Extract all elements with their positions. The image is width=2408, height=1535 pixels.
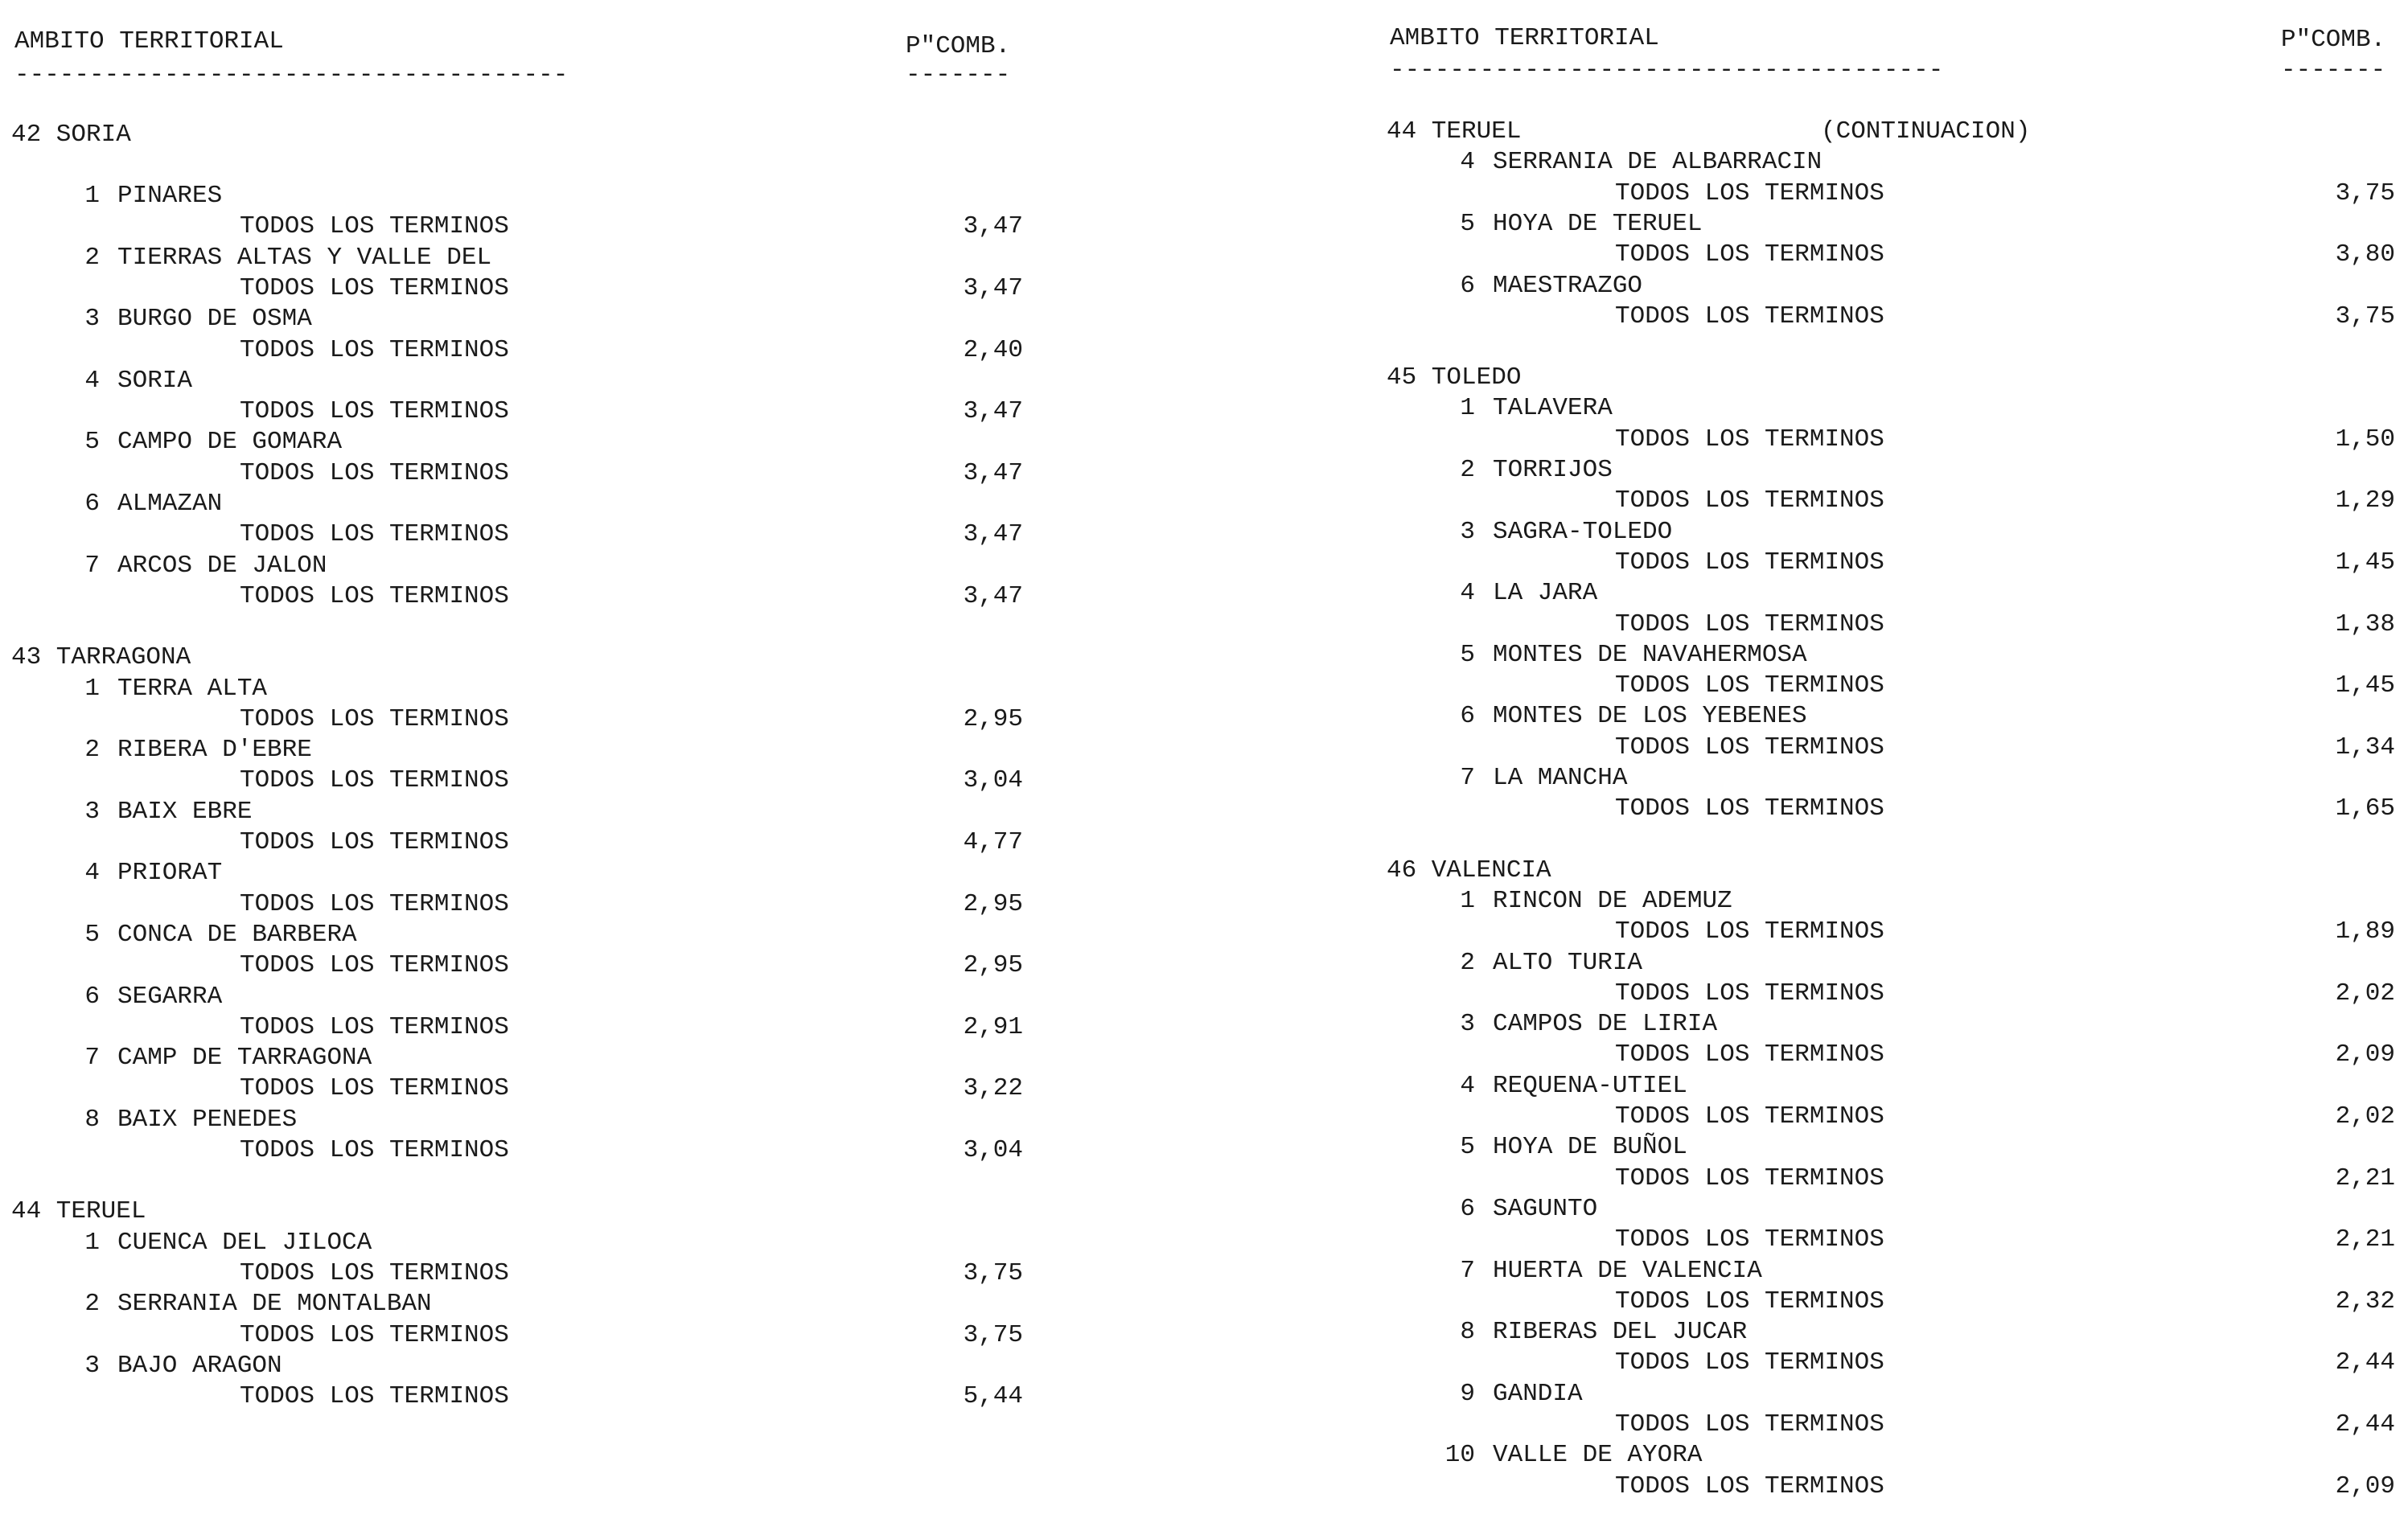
coefficient-value: 3,22: [963, 1074, 1023, 1103]
coefficient-value: 2,95: [963, 951, 1023, 980]
region-name: CONCA DE BARBERA: [117, 920, 357, 949]
scope-label: TODOS LOS TERMINOS: [1615, 1410, 1884, 1439]
region-number: 7: [1460, 1256, 1475, 1285]
region-row: [1375, 1441, 2408, 1471]
province-heading: [1375, 117, 2408, 148]
region-name: MAESTRAZGO: [1493, 271, 1643, 300]
header-label: AMBITO TERRITORIAL: [1390, 24, 1659, 52]
table-row: [0, 459, 1038, 490]
province-heading: [0, 643, 1038, 674]
region-name: REQUENA-UTIEL: [1493, 1071, 1687, 1100]
region-row: [0, 1044, 1038, 1074]
region-row: [1375, 210, 2408, 240]
scope-label: TODOS LOS TERMINOS: [240, 766, 509, 795]
coefficient-value: 3,04: [963, 766, 1023, 795]
table-row: [0, 1382, 1038, 1413]
table-row: [0, 336, 1038, 367]
region-name: RIBERA D'EBRE: [117, 736, 312, 765]
region-row: [1375, 1010, 2408, 1040]
region-row: [1375, 949, 2408, 979]
coefficient-value: 1,38: [2335, 609, 2395, 638]
coefficient-value: 2,09: [2335, 1471, 2395, 1500]
region-name: PRIORAT: [117, 859, 223, 888]
region-name: HUERTA DE VALENCIA: [1493, 1256, 1762, 1285]
continuation-label: (CONTINUACION): [1821, 117, 2031, 146]
table-row: [1375, 610, 2408, 641]
scope-label: TODOS LOS TERMINOS: [1615, 1225, 1884, 1254]
region-row: [0, 859, 1038, 889]
scope-label: TODOS LOS TERMINOS: [1615, 1164, 1884, 1192]
scope-label: TODOS LOS TERMINOS: [240, 273, 509, 302]
region-name: VALLE DE AYORA: [1493, 1441, 1703, 1470]
table-row: [1375, 733, 2408, 764]
region-row: [0, 1106, 1038, 1136]
coefficient-value: 1,50: [2335, 425, 2395, 454]
coefficient-value: 2,21: [2335, 1164, 2395, 1192]
region-name: ALMAZAN: [117, 490, 223, 518]
scope-label: TODOS LOS TERMINOS: [1615, 486, 1884, 515]
table-row: [1375, 548, 2408, 579]
region-number: 2: [84, 736, 100, 765]
region-row: [1375, 887, 2408, 917]
region-name: TERRA ALTA: [117, 674, 268, 703]
table-row: [0, 828, 1038, 859]
region-row: [0, 490, 1038, 520]
table-row: [0, 1259, 1038, 1290]
region-number: 5: [1460, 640, 1475, 669]
scope-label: TODOS LOS TERMINOS: [240, 1136, 509, 1164]
region-number: 5: [1460, 209, 1475, 238]
coefficient-value: 4,77: [963, 828, 1023, 856]
table-row: [1375, 979, 2408, 1010]
region-number: 2: [1460, 948, 1475, 977]
region-number: 2: [1460, 456, 1475, 484]
region-row: [1375, 1133, 2408, 1164]
region-name: MONTES DE NAVAHERMOSA: [1493, 640, 1807, 669]
table-row: [0, 582, 1038, 613]
region-name: RIBERAS DEL JUCAR: [1493, 1318, 1748, 1347]
region-name: SORIA: [117, 366, 193, 395]
coefficient-value: 3,47: [963, 397, 1023, 426]
header-label: AMBITO TERRITORIAL: [14, 27, 284, 55]
region-number: 3: [84, 305, 100, 334]
table-row: [0, 1136, 1038, 1167]
region-number: 8: [1460, 1318, 1475, 1347]
region-number: 9: [1460, 1379, 1475, 1408]
scope-label: TODOS LOS TERMINOS: [240, 458, 509, 487]
table-row: [1375, 794, 2408, 825]
region-row: [0, 552, 1038, 582]
table-row: [1375, 425, 2408, 456]
region-name: SERRANIA DE ALBARRACIN: [1493, 148, 1822, 177]
coefficient-value: 1,29: [2335, 486, 2395, 515]
coefficient-value: 2,44: [2335, 1348, 2395, 1377]
scope-label: TODOS LOS TERMINOS: [240, 1074, 509, 1103]
coefficient-value: 3,47: [963, 581, 1023, 610]
region-row: [0, 675, 1038, 705]
region-name: ARCOS DE JALON: [117, 551, 327, 580]
region-row: [0, 1229, 1038, 1259]
region-number: 3: [84, 797, 100, 826]
coefficient-value: 3,47: [963, 458, 1023, 487]
region-row: [1375, 1195, 2408, 1225]
scope-label: TODOS LOS TERMINOS: [240, 397, 509, 426]
table-row: [1375, 1472, 2408, 1503]
coefficient-value: 5,44: [963, 1382, 1023, 1411]
region-name: CAMPO DE GOMARA: [117, 428, 343, 457]
scope-label: TODOS LOS TERMINOS: [240, 520, 509, 549]
region-number: 3: [1460, 517, 1475, 546]
region-number: 6: [84, 982, 100, 1011]
table-row: [0, 1321, 1038, 1352]
region-row: [0, 921, 1038, 951]
region-number: 5: [1460, 1133, 1475, 1162]
region-number: 4: [84, 859, 100, 888]
table-row: [0, 520, 1038, 551]
coefficient-value: 3,75: [963, 1258, 1023, 1287]
region-row: [1375, 518, 2408, 548]
header-label-underline: -------------------------------------: [1390, 56, 1944, 84]
region-name: BAIX EBRE: [117, 797, 253, 826]
region-number: 6: [1460, 702, 1475, 731]
region-number: 1: [1460, 394, 1475, 423]
header-value-underline: -------: [906, 61, 1011, 89]
region-row: [1375, 1318, 2408, 1348]
province-name: 43 TARRAGONA: [11, 643, 191, 672]
coefficient-value: 2,32: [2335, 1287, 2395, 1315]
coefficient-value: 3,75: [2335, 302, 2395, 330]
region-number: 6: [1460, 1194, 1475, 1223]
scope-label: TODOS LOS TERMINOS: [1615, 671, 1884, 700]
coefficient-value: 3,47: [963, 212, 1023, 241]
province-name: 44 TERUEL: [1387, 117, 1522, 146]
table-row: [0, 951, 1038, 982]
table-row: [0, 890, 1038, 921]
region-number: 7: [84, 1044, 100, 1073]
province-name: 42 SORIA: [11, 121, 131, 149]
coefficient-value: 1,45: [2335, 548, 2395, 577]
coefficient-value: 2,40: [963, 335, 1023, 364]
header-label-underline: -------------------------------------: [14, 61, 569, 89]
scope-label: TODOS LOS TERMINOS: [240, 212, 509, 241]
table-row: [1375, 1102, 2408, 1133]
region-number: 1: [84, 1228, 100, 1257]
scope-label: TODOS LOS TERMINOS: [240, 1012, 509, 1041]
region-number: 2: [84, 1290, 100, 1319]
region-row: [1375, 764, 2408, 794]
region-name: HOYA DE BUÑOL: [1493, 1133, 1687, 1162]
scope-label: TODOS LOS TERMINOS: [1615, 733, 1884, 761]
scope-label: TODOS LOS TERMINOS: [1615, 979, 1884, 1008]
scope-label: TODOS LOS TERMINOS: [240, 889, 509, 918]
table-row: [1375, 1287, 2408, 1318]
table-row: [1375, 1164, 2408, 1195]
region-row: [0, 1290, 1038, 1320]
scope-label: TODOS LOS TERMINOS: [240, 704, 509, 733]
coefficient-value: 2,95: [963, 889, 1023, 918]
scope-label: TODOS LOS TERMINOS: [240, 1258, 509, 1287]
region-name: ALTO TURIA: [1493, 948, 1643, 977]
region-name: RINCON DE ADEMUZ: [1493, 886, 1732, 915]
region-name: TALAVERA: [1493, 394, 1613, 423]
table-row: [0, 766, 1038, 797]
region-name: CAMPOS DE LIRIA: [1493, 1010, 1718, 1039]
province-name: 44 TERUEL: [11, 1197, 146, 1226]
scope-label: TODOS LOS TERMINOS: [1615, 917, 1884, 946]
table-row: [1375, 1225, 2408, 1256]
coefficient-value: 3,47: [963, 520, 1023, 549]
region-name: CUENCA DEL JILOCA: [117, 1228, 372, 1257]
region-number: 8: [84, 1105, 100, 1134]
region-row: [1375, 1380, 2408, 1410]
table-row: [1375, 302, 2408, 333]
region-number: 4: [1460, 148, 1475, 177]
province-heading: [0, 1197, 1038, 1228]
table-row: [1375, 1348, 2408, 1379]
table-row: [0, 1074, 1038, 1105]
scope-label: TODOS LOS TERMINOS: [1615, 1102, 1884, 1131]
region-name: LA MANCHA: [1493, 764, 1628, 792]
table-row: [0, 705, 1038, 736]
coefficient-value: 3,75: [963, 1320, 1023, 1349]
region-number: 10: [1444, 1441, 1476, 1470]
coefficient-value: 3,75: [2335, 179, 2395, 207]
region-row: [0, 367, 1038, 397]
table-row: [0, 1013, 1038, 1044]
scope-label: TODOS LOS TERMINOS: [240, 828, 509, 856]
coefficient-value: 1,34: [2335, 733, 2395, 761]
region-number: 1: [84, 182, 100, 210]
region-row: [1375, 394, 2408, 425]
scope-label: TODOS LOS TERMINOS: [1615, 1471, 1884, 1500]
scope-label: TODOS LOS TERMINOS: [1615, 1287, 1884, 1315]
region-name: SEGARRA: [117, 982, 223, 1011]
coefficient-value: 2,02: [2335, 1102, 2395, 1131]
region-name: BAJO ARAGON: [117, 1351, 282, 1380]
region-row: [1375, 641, 2408, 671]
scope-label: TODOS LOS TERMINOS: [240, 951, 509, 980]
region-number: 2: [84, 243, 100, 272]
table-row: [0, 397, 1038, 428]
scope-label: TODOS LOS TERMINOS: [240, 335, 509, 364]
region-row: [1375, 456, 2408, 486]
scope-label: TODOS LOS TERMINOS: [1615, 240, 1884, 269]
region-row: [0, 428, 1038, 458]
region-number: 3: [1460, 1010, 1475, 1039]
region-name: BAIX PENEDES: [117, 1105, 298, 1134]
scope-label: TODOS LOS TERMINOS: [1615, 609, 1884, 638]
region-row: [0, 983, 1038, 1013]
header-value-label: P"COMB.: [2281, 26, 2386, 54]
province-heading: [0, 121, 1038, 151]
region-name: TORRIJOS: [1493, 456, 1613, 484]
province-name: 46 VALENCIA: [1387, 856, 1551, 884]
region-name: SAGUNTO: [1493, 1194, 1598, 1223]
header-value-underline: -------: [2281, 56, 2386, 84]
table-row: [1375, 671, 2408, 702]
region-name: PINARES: [117, 182, 223, 210]
coefficient-value: 2,02: [2335, 979, 2395, 1008]
region-name: CAMP DE TARRAGONA: [117, 1044, 372, 1073]
coefficient-value: 2,44: [2335, 1410, 2395, 1439]
coefficient-value: 1,65: [2335, 794, 2395, 823]
region-row: [1375, 1257, 2408, 1287]
table-row: [1375, 179, 2408, 210]
region-number: 4: [1460, 1071, 1475, 1100]
region-name: SAGRA-TOLEDO: [1493, 517, 1673, 546]
region-row: [0, 244, 1038, 274]
scope-label: TODOS LOS TERMINOS: [240, 581, 509, 610]
region-name: BURGO DE OSMA: [117, 305, 312, 334]
scope-label: TODOS LOS TERMINOS: [1615, 548, 1884, 577]
region-number: 6: [1460, 271, 1475, 300]
table-row: [1375, 917, 2408, 948]
region-row: [1375, 702, 2408, 733]
table-row: [1375, 240, 2408, 271]
region-number: 6: [84, 490, 100, 518]
region-name: TIERRAS ALTAS Y VALLE DEL: [117, 243, 492, 272]
region-row: [0, 182, 1038, 212]
region-name: SERRANIA DE MONTALBAN: [117, 1290, 432, 1319]
coefficient-value: 1,45: [2335, 671, 2395, 700]
region-name: HOYA DE TERUEL: [1493, 209, 1703, 238]
table-row: [0, 274, 1038, 305]
region-number: 4: [84, 366, 100, 395]
header-value-label: P"COMB.: [906, 32, 1011, 60]
region-name: GANDIA: [1493, 1379, 1583, 1408]
province-heading: [1375, 856, 2408, 887]
region-number: 3: [84, 1351, 100, 1380]
region-number: 5: [84, 428, 100, 457]
region-number: 1: [84, 674, 100, 703]
coefficient-value: 2,21: [2335, 1225, 2395, 1254]
scope-label: TODOS LOS TERMINOS: [1615, 794, 1884, 823]
region-row: [1375, 579, 2408, 609]
coefficient-value: 2,91: [963, 1012, 1023, 1041]
region-number: 4: [1460, 579, 1475, 608]
scope-label: TODOS LOS TERMINOS: [240, 1382, 509, 1411]
table-row: [0, 212, 1038, 243]
region-name: MONTES DE LOS YEBENES: [1493, 702, 1807, 731]
region-row: [0, 798, 1038, 828]
coefficient-value: 3,80: [2335, 240, 2395, 269]
coefficient-value: 3,47: [963, 273, 1023, 302]
region-row: [1375, 148, 2408, 179]
region-row: [0, 305, 1038, 335]
region-number: 7: [84, 551, 100, 580]
scope-label: TODOS LOS TERMINOS: [1615, 179, 1884, 207]
province-name: 45 TOLEDO: [1387, 363, 1522, 392]
region-number: 5: [84, 920, 100, 949]
coefficient-value: 3,04: [963, 1136, 1023, 1164]
scope-label: TODOS LOS TERMINOS: [240, 1320, 509, 1349]
coefficient-value: 2,09: [2335, 1040, 2395, 1069]
region-row: [0, 736, 1038, 766]
scope-label: TODOS LOS TERMINOS: [1615, 302, 1884, 330]
table-row: [1375, 1410, 2408, 1441]
region-row: [1375, 272, 2408, 302]
region-number: 7: [1460, 764, 1475, 792]
scope-label: TODOS LOS TERMINOS: [1615, 425, 1884, 454]
scope-label: TODOS LOS TERMINOS: [1615, 1040, 1884, 1069]
table-row: [1375, 486, 2408, 517]
scope-label: TODOS LOS TERMINOS: [1615, 1348, 1884, 1377]
region-name: LA JARA: [1493, 579, 1598, 608]
region-row: [0, 1352, 1038, 1382]
region-number: 1: [1460, 886, 1475, 915]
coefficient-value: 1,89: [2335, 917, 2395, 946]
table-row: [1375, 1040, 2408, 1071]
province-heading: [1375, 363, 2408, 394]
coefficient-value: 2,95: [963, 704, 1023, 733]
region-row: [1375, 1072, 2408, 1102]
